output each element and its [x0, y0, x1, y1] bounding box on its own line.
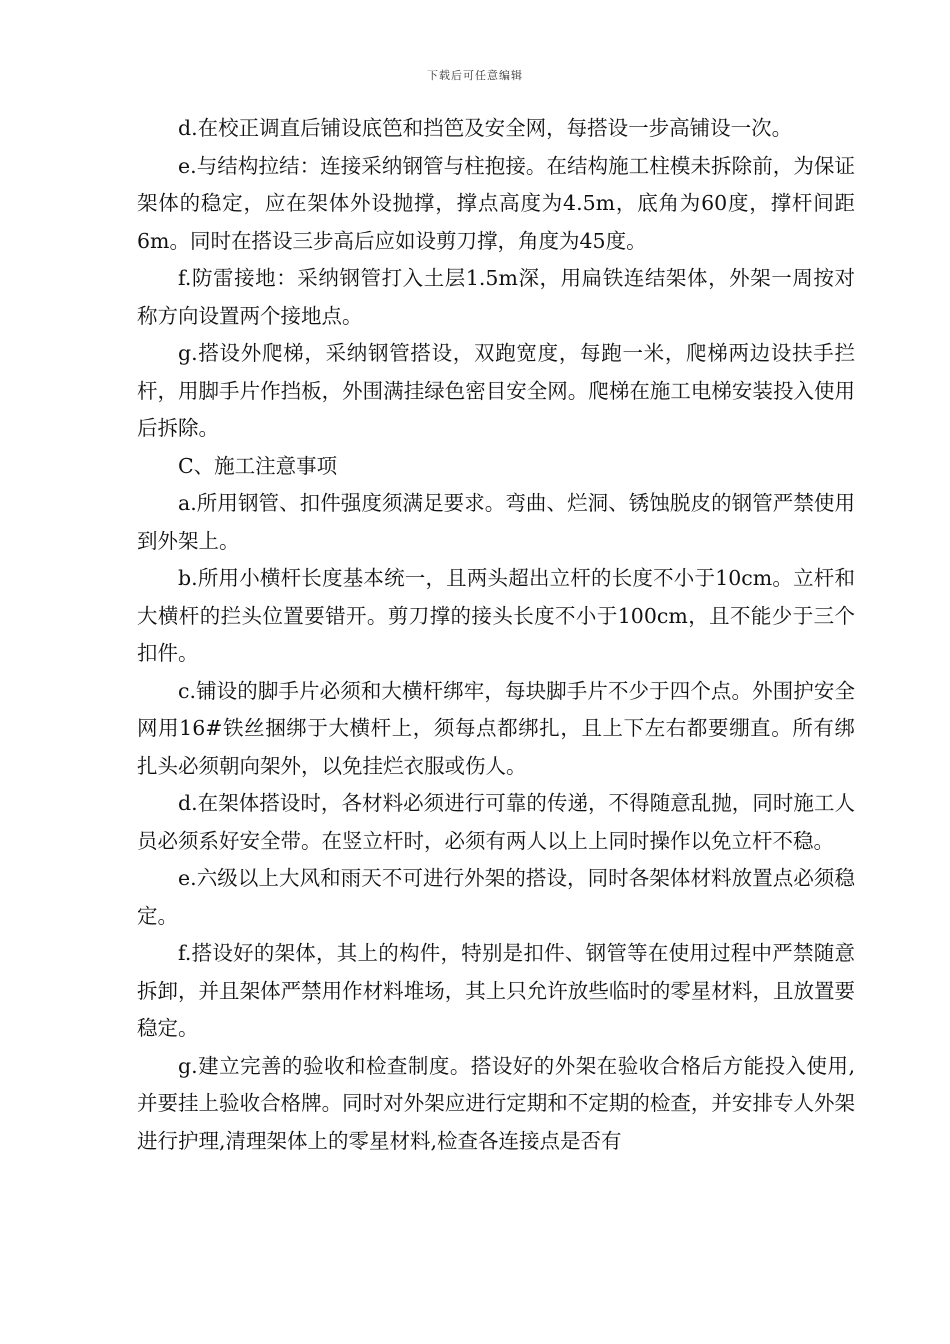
section-heading-construction-notes: C、施工注意事项 [178, 453, 338, 478]
paragraph-f-lightning-grounding: f.防雷接地：采纳钢管打入土层1.5m深，用扁铁连结架体，外架一周按对称方向设置两个接地点。 [137, 266, 855, 328]
paragraph-d-bottom-net: d.在校正调直后铺设底笆和挡笆及安全网，每搭设一步高铺设一次。 [178, 116, 793, 140]
paragraph-e-weather-restriction: e.六级以上大风和雨天不可进行外架的搭设，同时各架体材料放置点必须稳定。 [137, 866, 855, 928]
paragraph-b-cross-bar-length: b.所用小横杆长度基本统一，且两头超出立杆的长度不小于10cm。立杆和大横杆的拦头位置要错开。剪刀撑的接头长度不小于100cm，且不能少于三个扣件。 [137, 566, 855, 665]
paragraph-g-external-ladder: g.搭设外爬梯，采纳钢管搭设，双跑宽度，每跑一米，爬梯两边设扶手拦杆，用脚手片作挡板，外围满挂绿色密目安全网。爬梯在施工电梯安装投入使用后拆除。 [137, 341, 855, 440]
page-header: 下载后可任意编辑 [427, 69, 523, 82]
paragraph-e-structure-tie: e.与结构拉结：连接采纳钢管与柱抱接。在结构施工柱模未拆除前，为保证架体的稳定，应在架体外设抛撑，撑点高度为4.5m，底角为60度，撑杆间距6m。同时在搭设三步高后应如设剪刀撑，角度为45度。 [137, 153, 855, 253]
paragraph-f-no-dismantling: f.搭设好的架体，其上的构件，特别是扣件、钢管等在使用过程中严禁随意拆卸，并且架体严禁用作材料堆场，其上只允许放些临时的零星材料，且放置要稳定。 [137, 941, 855, 1040]
paragraph-c-scaffold-boards: c.铺设的脚手片必须和大横杆绑牢，每块脚手片不少于四个点。外围护安全网用16#铁丝捆绑于大横杆上，须每点都绑扎，且上下左右都要绷直。所有绑扎头必须朝向架外，以免挂烂衣服或伤人。 [137, 678, 855, 778]
paragraph-g-inspection-system: g.建立完善的验收和检查制度。搭设好的外架在验收合格后方能投入使用,并要挂上验收合格牌。同时对外架应进行定期和不定期的检查，并安排专人外架进行护理,清理架体上的零星材料,检查各连接点是否有 [137, 1053, 855, 1153]
document-body [137, 110, 855, 1160]
paragraph-d-material-transfer: d.在架体搭设时，各材料必须进行可靠的传递，不得随意乱抛，同时施工人员必须系好安全带。在竖立杆时，必须有两人以上上同时操作以免立杆不稳。 [137, 791, 855, 853]
paragraph-a-steel-pipe-strength: a.所用钢管、扣件强度须满足要求。弯曲、烂洞、锈蚀脱皮的钢管严禁使用到外架上。 [137, 491, 855, 553]
